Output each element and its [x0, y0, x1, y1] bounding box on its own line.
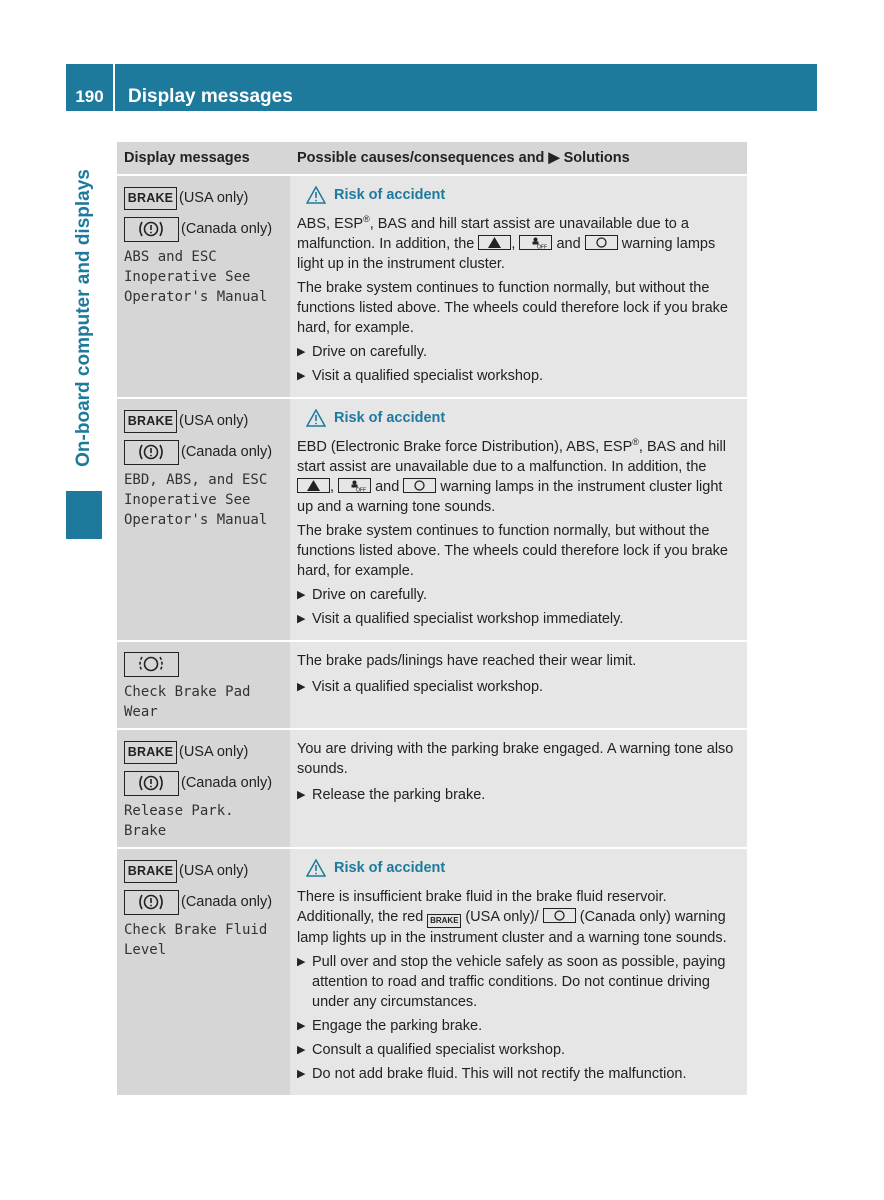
abs-warning-icon: [478, 235, 511, 250]
solution-item: ▶ Consult a qualified specialist workshop.: [297, 1042, 566, 1058]
esp-off-warning-icon: [519, 235, 552, 250]
risk-warning: [306, 858, 741, 878]
table-header-row: [117, 142, 747, 175]
side-tab-label: On-board computer and displays: [73, 169, 94, 467]
causes-cell: [290, 641, 747, 729]
table-row: [117, 175, 747, 398]
brake-warning-icon: BRAKE: [124, 860, 177, 883]
solution-item: ▶ Pull over and stop the vehicle safely as soon as possible, paying attention to road and traffic conditions. Do not continue driving under any circumstances.: [297, 954, 726, 1010]
cause-paragraph: EBD (Electronic Brake force Distribution), ABS, ESP®, BAS and hill start assist are unavailable due to a malfunction. In addition, the , OFF and warning lamps in the instrument cluster light up and a warning tone sounds.: [297, 437, 726, 515]
message-cell: [117, 848, 290, 1096]
solution-item: ▶ Do not add brake fluid. This will not rectify the malfunction.: [297, 1066, 687, 1082]
usa-only-label: (USA only): [179, 863, 249, 879]
message-cell: [117, 641, 290, 729]
bullet-arrow-icon: ▶: [297, 589, 306, 601]
usa-only-label: (USA only): [179, 413, 249, 429]
brake-circle-warning-icon: [124, 771, 179, 796]
canada-only-label: (Canada only): [181, 894, 273, 910]
bullet-arrow-icon: ▶: [297, 789, 306, 801]
brake-circle-warning-icon: [124, 440, 179, 465]
display-message-text: ABS and ESC Inoperative See Operator's Manual: [124, 249, 268, 305]
canada-only-label: (Canada only): [181, 221, 273, 237]
brake-small-icon: BRAKE: [427, 914, 461, 928]
solution-item: ▶ Drive on carefully.: [297, 344, 427, 360]
brake-circle-small-icon: [543, 908, 576, 923]
solution-item: ▶ Visit a qualified specialist workshop immediately.: [297, 611, 624, 627]
brake-circle-warning-icon: [124, 217, 179, 242]
brake-circle-small-icon: [585, 235, 618, 250]
canada-only-label: (Canada only): [181, 775, 273, 791]
solution-item: ▶ Engage the parking brake.: [297, 1018, 483, 1034]
side-tab: [66, 146, 102, 491]
col-header-display-messages: Display messages: [117, 142, 290, 175]
causes-cell: [290, 175, 747, 398]
usa-only-label: (USA only): [179, 190, 249, 206]
solution-item: ▶ Visit a qualified specialist workshop.: [297, 368, 544, 384]
warning-triangle-icon: [306, 186, 326, 204]
warning-triangle-icon: [306, 859, 326, 877]
page-title: Display messages: [128, 86, 293, 107]
risk-label: Risk of accident: [334, 187, 446, 203]
brake-warning-icon: BRAKE: [124, 410, 177, 433]
svg-text:OFF: OFF: [356, 487, 367, 492]
esp-off-warning-icon: [338, 478, 371, 493]
bullet-arrow-icon: ▶: [297, 1020, 306, 1032]
brake-circle-warning-icon: [124, 890, 179, 915]
solution-item: ▶ Visit a qualified specialist workshop.: [297, 679, 544, 695]
side-tab-marker: [66, 491, 102, 539]
consequence-paragraph: The brake system continues to function normally, but without the functions listed above. The wheels could therefore lock if you brake hard, for example.: [297, 280, 728, 336]
causes-cell: [290, 398, 747, 641]
display-message-text: Check Brake Fluid Level: [124, 922, 268, 958]
consequence-paragraph: The brake system continues to function normally, but without the functions listed above. The wheels could therefore lock if you brake hard, for example.: [297, 523, 728, 579]
brake-pad-wear-icon: [124, 652, 179, 677]
message-cell: [117, 729, 290, 848]
risk-label: Risk of accident: [334, 860, 446, 876]
table-row: [117, 848, 747, 1096]
usa-only-label: (USA only): [179, 744, 249, 760]
table-row: [117, 729, 747, 848]
brake-warning-icon: BRAKE: [124, 741, 177, 764]
canada-only-label: (Canada only): [181, 444, 273, 460]
cause-paragraph: The brake pads/linings have reached their wear limit.: [297, 653, 637, 669]
warning-triangle-icon: [306, 409, 326, 427]
bullet-arrow-icon: ▶: [297, 370, 306, 382]
display-messages-table: [117, 142, 747, 1097]
cause-paragraph: There is insufficient brake fluid in the brake fluid reservoir.: [297, 889, 667, 905]
abs-warning-icon: [297, 478, 330, 493]
solution-item: ▶ Drive on carefully.: [297, 587, 427, 603]
message-cell: [117, 175, 290, 398]
bullet-arrow-icon: ▶: [297, 681, 306, 693]
causes-cell: [290, 848, 747, 1096]
risk-warning: [306, 185, 741, 205]
display-message-text: Release Park. Brake: [124, 803, 234, 839]
display-message-text: Check Brake Pad Wear: [124, 684, 251, 720]
col-header-causes: [290, 142, 747, 175]
risk-label: Risk of accident: [334, 410, 446, 426]
svg-text:OFF: OFF: [537, 244, 548, 249]
cause-paragraph: ABS, ESP®, BAS and hill start assist are unavailable due to a malfunction. In addition, the , OFF and warning lamps light up in the instrument cluster.: [297, 214, 716, 272]
causes-cell: [290, 729, 747, 848]
arrow-right-icon: ▶: [548, 150, 560, 166]
col-header-causes-label: Possible causes/consequences and: [297, 150, 545, 166]
risk-warning: [306, 408, 741, 428]
cause-paragraph-2: Additionally, the red BRAKE (USA only)/ (Canada only) warning lamp lights up in the instrument cluster and a warning tone sounds.: [297, 909, 727, 946]
bullet-arrow-icon: ▶: [297, 1044, 306, 1056]
brake-warning-icon: BRAKE: [124, 187, 177, 210]
solution-item: ▶ Release the parking brake.: [297, 787, 486, 803]
table-row: [117, 398, 747, 641]
cause-paragraph: You are driving with the parking brake engaged. A warning tone also sounds.: [297, 741, 734, 777]
display-message-text: EBD, ABS, and ESC Inoperative See Operator's Manual: [124, 472, 268, 528]
page-header: [66, 64, 817, 111]
bullet-arrow-icon: ▶: [297, 613, 306, 625]
table-row: [117, 641, 747, 729]
col-header-solutions-label: Solutions: [563, 150, 630, 166]
message-cell: [117, 398, 290, 641]
bullet-arrow-icon: ▶: [297, 956, 306, 968]
page-number: 190: [66, 64, 115, 111]
bullet-arrow-icon: ▶: [297, 1068, 306, 1080]
bullet-arrow-icon: ▶: [297, 346, 306, 358]
brake-circle-small-icon: [403, 478, 436, 493]
